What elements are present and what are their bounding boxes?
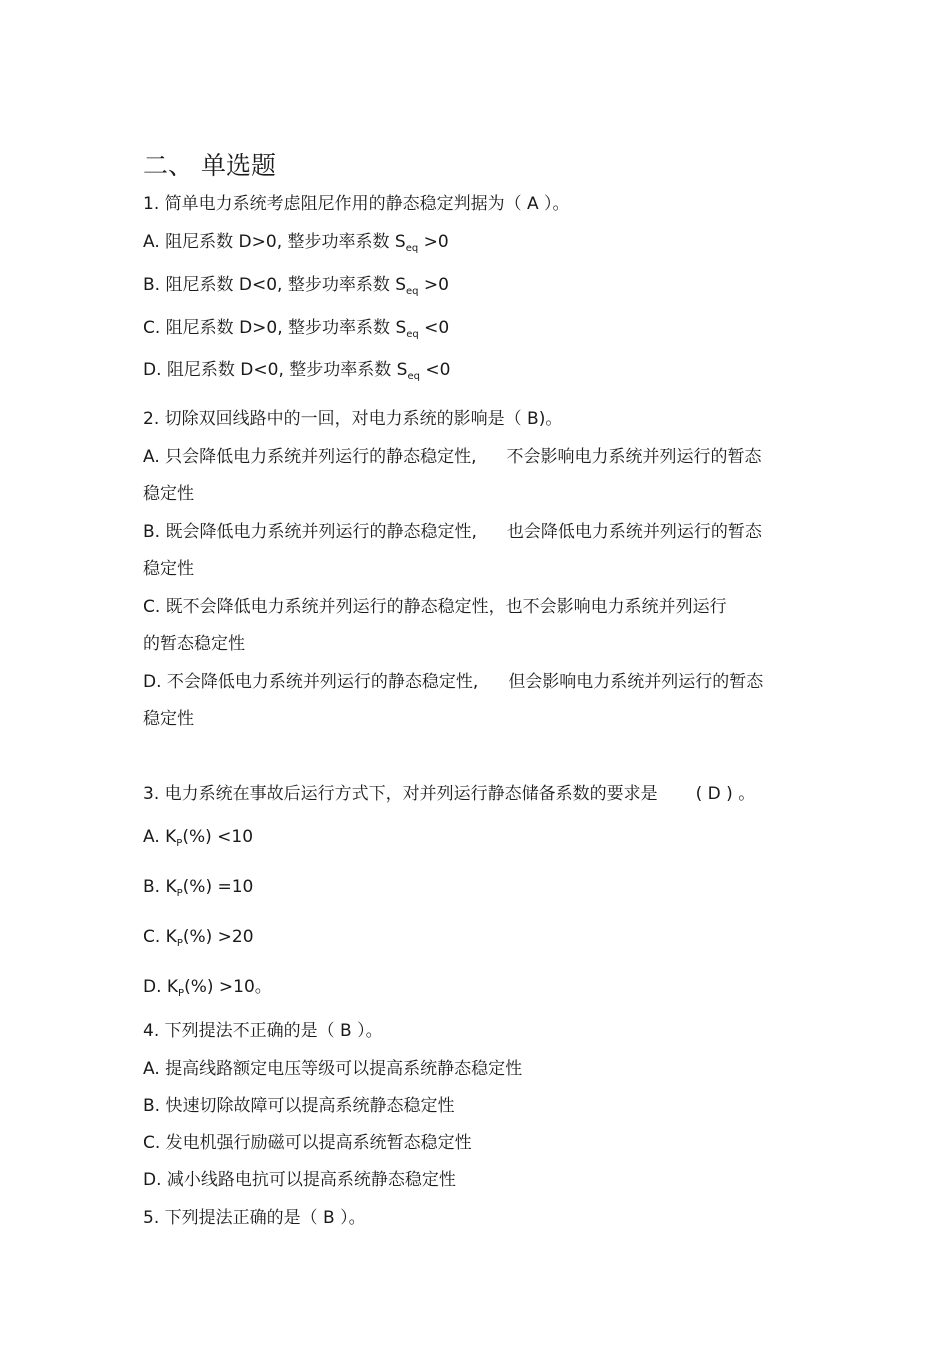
q1-option-b: B. 阻尼系数 D<0, 整步功率系数 $S_{eq} >0$ <box>143 275 449 297</box>
q3-option-b: B. $K_P(\%) =10$ <box>143 877 254 899</box>
q2-option-c-cont: 的暂态稳定性 <box>143 634 245 654</box>
section-title: 二、 单选题 <box>143 151 276 180</box>
q2-option-d-cont: 稳定性 <box>143 709 194 729</box>
q2-stem: 2. 切除双回线路中的一回，对电力系统的影响是（ B)。 <box>143 409 563 429</box>
q1-stem: 1. 简单电力系统考虑阻尼作用的静态稳定判据为（ A ）。 <box>143 194 570 214</box>
q2-option-b-cont: 稳定性 <box>143 559 194 579</box>
q4-option-c: C. 发电机强行励磁可以提高系统暂态稳定性 <box>143 1133 472 1153</box>
q5-stem: 5. 下列提法正确的是（ B ）。 <box>143 1208 366 1228</box>
q2-option-a-cont: 稳定性 <box>143 484 194 504</box>
q3-stem: 3. 电力系统在事故后运行方式下，对并列运行静态储备系数的要求是 ( D ) 。 <box>143 784 756 804</box>
q1-option-d: D. 阻尼系数 D<0, 整步功率系数 $S_{eq} <0$ <box>143 360 451 382</box>
q2-option-a: A. 只会降低电力系统并列运行的静态稳定性, 不会影响电力系统并列运行的暂态 <box>143 447 762 467</box>
q2-option-c: C. 既不会降低电力系统并列运行的静态稳定性，也不会影响电力系统并列运行 <box>143 597 727 617</box>
q4-option-a: A. 提高线路额定电压等级可以提高系统静态稳定性 <box>143 1059 523 1079</box>
q1-option-c: C. 阻尼系数 D>0, 整步功率系数 $S_{eq} <0$ <box>143 318 450 340</box>
q2-option-b: B. 既会降低电力系统并列运行的静态稳定性, 也会降低电力系统并列运行的暂态 <box>143 522 762 542</box>
q3-option-a: A. $K_P(\%) <10$ <box>143 827 254 849</box>
q3-option-d: D. $K_P(\%) >10$。 <box>143 977 272 999</box>
q1-option-a: A. 阻尼系数 D>0, 整步功率系数 $S_{eq} >0$ <box>143 232 449 254</box>
q3-option-c: C. $K_P(\%) >20$ <box>143 927 254 949</box>
q2-option-d: D. 不会降低电力系统并列运行的静态稳定性, 但会影响电力系统并列运行的暂态 <box>143 672 764 692</box>
q4-stem: 4. 下列提法不正确的是（ B ）。 <box>143 1021 383 1041</box>
q4-option-d: D. 减小线路电抗可以提高系统静态稳定性 <box>143 1170 456 1190</box>
q4-option-b: B. 快速切除故障可以提高系统静态稳定性 <box>143 1096 455 1116</box>
